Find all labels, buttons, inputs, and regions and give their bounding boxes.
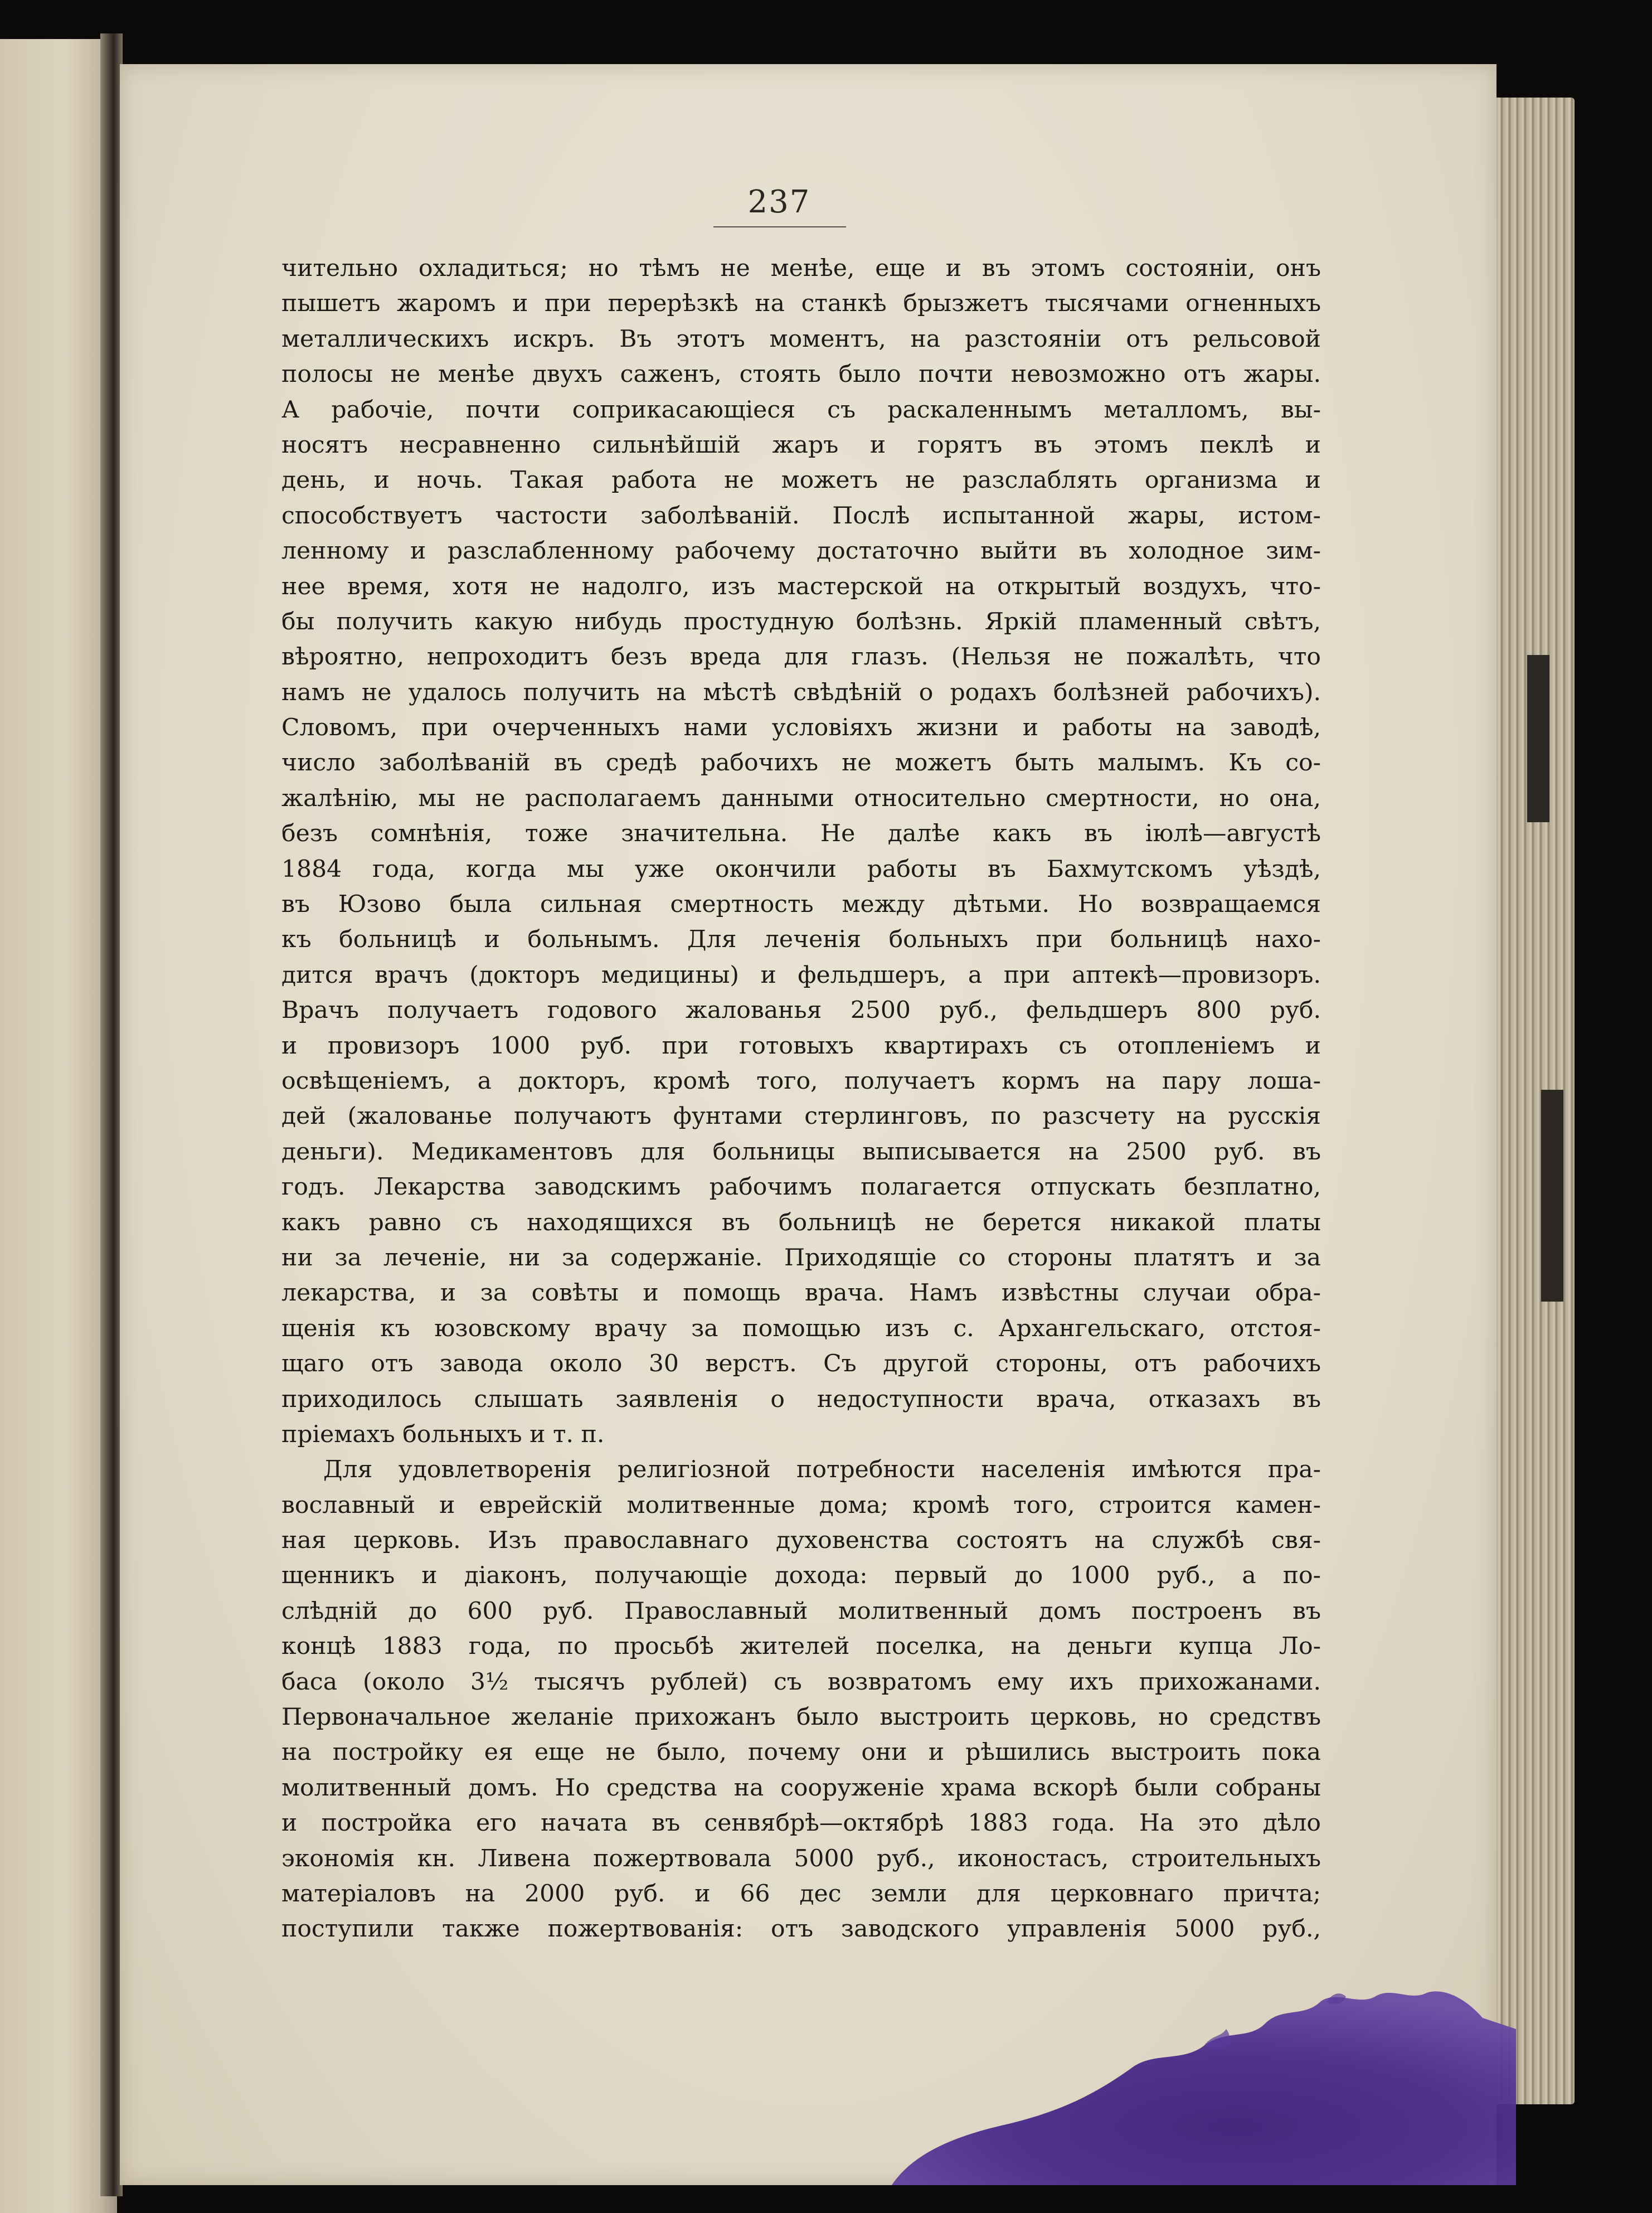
text-line: чительно охладиться; но тѣмъ не менѣе, еще и въ этомъ состояніи, онъ	[281, 255, 1321, 282]
text-line: пышетъ жаромъ и при перерѣзкѣ на станкѣ брызжетъ тысячами огненныхъ	[281, 290, 1321, 318]
previous-page-edge	[0, 39, 117, 2213]
text-line: дится врачъ (докторъ медицины) и фельдшеръ, а при аптекѣ—провизоръ.	[281, 961, 1321, 989]
text-line: безъ сомнѣнія, тоже значительна. Не далѣе какъ въ іюлѣ—августѣ	[281, 820, 1321, 848]
text-line: день, и ночь. Такая работа не можетъ не разслаблять организма и	[281, 467, 1321, 494]
page-number: 237	[747, 184, 811, 220]
text-line: 1884 года, когда мы уже окончили работы въ Бахмутскомъ уѣздѣ,	[281, 855, 1321, 883]
edge-shadow	[1541, 1090, 1563, 1302]
page-number-rule	[713, 226, 846, 227]
text-line: на постройку ея еще не было, почему они и рѣшились выстроить пока	[281, 1739, 1321, 1766]
text-line: пріемахъ больныхъ и т. п.	[281, 1420, 605, 1448]
text-line: къ больницѣ и больнымъ. Для леченія больныхъ при больницѣ нахо-	[281, 926, 1321, 954]
text-line: слѣдній до 600 руб. Православный молитвенный домъ построенъ въ	[281, 1597, 1321, 1625]
text-line: и провизоръ 1000 руб. при готовыхъ квартирахъ съ отопленіемъ и	[281, 1032, 1321, 1060]
text-line: деньги). Медикаментовъ для больницы выписывается на 2500 руб. въ	[281, 1138, 1321, 1166]
text-line: молитвенный домъ. Но средства на сооруженіе храма вскорѣ были собраны	[281, 1774, 1321, 1802]
text-line: освѣщеніемъ, а докторъ, кромѣ того, получаетъ кормъ на пару лоша-	[281, 1067, 1321, 1095]
body-text	[281, 251, 1321, 1947]
text-line: способствуетъ частости заболѣваній. Послѣ испытанной жары, истом-	[281, 502, 1321, 530]
text-line: ленному и разслабленному рабочему достаточно выйти въ холодное зим-	[281, 537, 1321, 565]
text-line: Врачъ получаетъ годового жалованья 2500 руб., фельдшеръ 800 руб.	[281, 997, 1321, 1025]
text-line: и постройка его начата въ сенвябрѣ—октябрѣ 1883 года. На это дѣло	[281, 1809, 1321, 1837]
text-line: концѣ 1883 года, по просьбѣ жителей поселка, на деньги купца Ло-	[281, 1633, 1321, 1661]
text-line: вославный и еврейскій молитвенные дома; кромѣ того, строится камен-	[281, 1491, 1321, 1519]
text-line: поступили также пожертвованія: отъ заводского управленія 5000 руб.,	[281, 1915, 1321, 1943]
text-line: нее время, хотя не надолго, изъ мастерской на открытый воздухъ, что-	[281, 572, 1321, 600]
text-line: матеріаловъ на 2000 руб. и 66 дес земли для церковнаго причта;	[281, 1880, 1321, 1908]
text-line: ная церковь. Изъ православнаго духовенства состоятъ на службѣ свя-	[281, 1527, 1321, 1555]
text-line: ни за леченіе, ни за содержаніе. Приходящіе со стороны платятъ и за	[281, 1244, 1321, 1271]
text-line: полосы не менѣе двухъ саженъ, стоять было почти невозможно отъ жары.	[281, 361, 1321, 389]
text-line: щаго отъ завода около 30 верстъ. Съ другой стороны, отъ рабочихъ	[281, 1350, 1321, 1378]
text-line: баса (около 3½ тысячъ рублей) съ возвратомъ ему ихъ прихожанами.	[281, 1668, 1321, 1696]
text-line: какъ равно съ находящихся въ больницѣ не берется никакой платы	[281, 1209, 1321, 1236]
text-line: щенія къ юзовскому врачу за помощью изъ с. Архангельскаго, отстоя-	[281, 1314, 1321, 1342]
book-spine	[100, 33, 123, 2196]
purple-ink-stain	[892, 1984, 1516, 2185]
text-line: жалѣнію, мы не располагаемъ данными относительно смертности, но она,	[281, 784, 1321, 812]
edge-shadow	[1527, 655, 1549, 822]
text-line: лекарства, и за совѣты и помощь врача. Намъ извѣстны случаи обра-	[281, 1279, 1321, 1307]
text-line: металлическихъ искръ. Въ этотъ моментъ, на разстояніи отъ рельсовой	[281, 325, 1321, 353]
text-line: экономія кн. Ливена пожертвовала 5000 руб., иконостасъ, строительныхъ	[281, 1845, 1321, 1872]
text-line: вѣроятно, непроходитъ безъ вреда для глазъ. (Нельзя не пожалѣть, что	[281, 643, 1321, 671]
text-line: носятъ несравненно сильнѣйшій жаръ и горятъ въ этомъ пеклѣ и	[281, 431, 1321, 459]
text-line: бы получить какую нибудь простудную болѣзнь. Яркій пламенный свѣтъ,	[281, 608, 1321, 635]
text-line: А рабочіе, почти соприкасающіеся съ раскаленнымъ металломъ, вы-	[281, 396, 1321, 424]
text-line: Словомъ, при очерченныхъ нами условіяхъ жизни и работы на заводѣ,	[281, 714, 1321, 742]
text-line: щенникъ и діаконъ, получающіе дохода: первый до 1000 руб., а по-	[281, 1562, 1321, 1590]
text-line: въ Юзово была сильная смертность между дѣтьми. Но возвращаемся	[281, 891, 1321, 919]
stain-shape	[892, 1991, 1516, 2185]
text-line: дей (жалованье получаютъ фунтами стерлинговъ, по разсчету на русскія	[281, 1103, 1321, 1130]
page-stack-edges	[1496, 98, 1575, 2104]
text-line: число заболѣваній въ средѣ рабочихъ не можетъ быть малымъ. Къ со-	[281, 749, 1321, 777]
text-line: Первоначальное желаніе прихожанъ было выстроить церковь, но средствъ	[281, 1704, 1321, 1731]
text-line: намъ не удалось получить на мѣстѣ свѣдѣній о родахъ болѣзней рабочихъ).	[281, 678, 1321, 706]
paragraph-start-line: Для удовлетворенія религіозной потребности населенія имѣются пра-	[323, 1456, 1321, 1484]
text-line: приходилось слышать заявленія о недоступности врача, отказахъ въ	[281, 1385, 1321, 1413]
text-line: годъ. Лекарства заводскимъ рабочимъ полагается отпускать безплатно,	[281, 1173, 1321, 1201]
